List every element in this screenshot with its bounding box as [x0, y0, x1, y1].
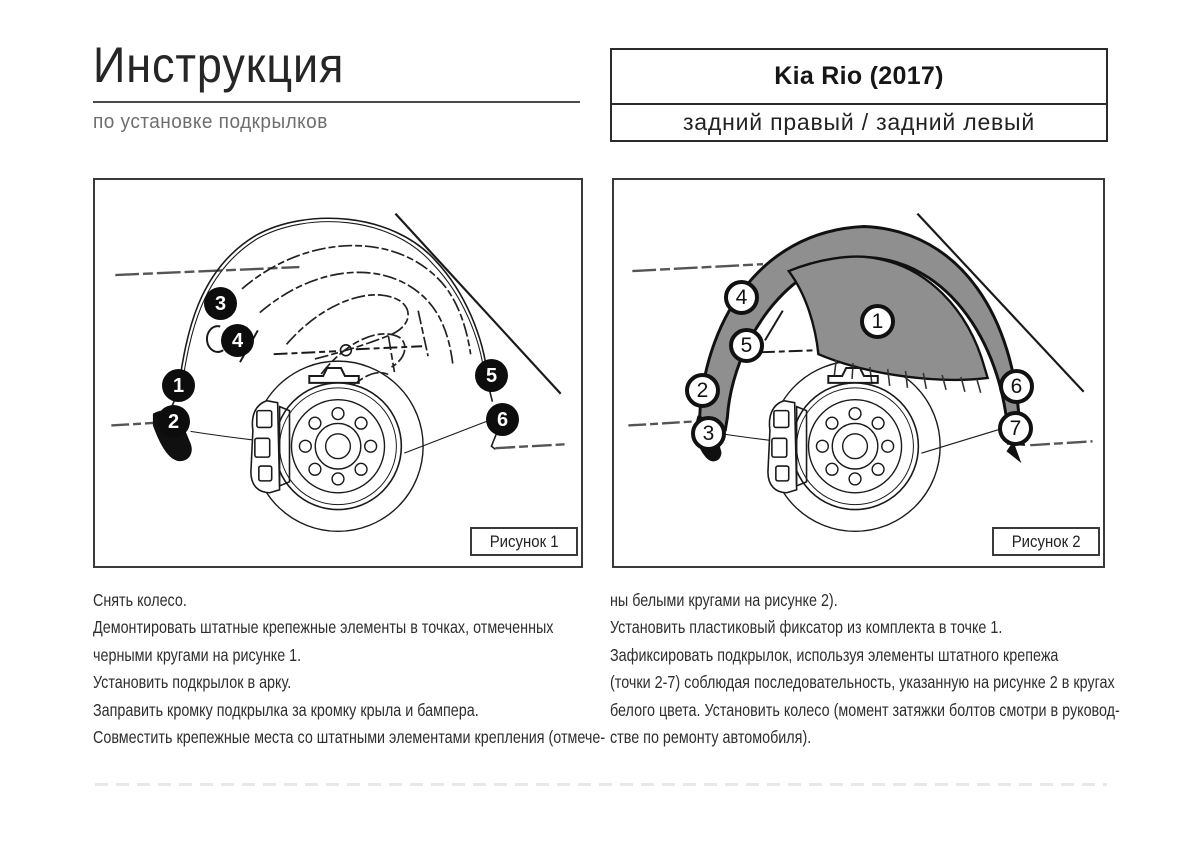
marker-label: 2	[167, 410, 180, 433]
fig2-marker-6	[999, 369, 1034, 404]
fig1-marker-4	[221, 324, 254, 357]
fig1-marker-3	[204, 287, 237, 320]
marker-label: 4	[735, 286, 748, 309]
figure-caption-label: Рисунок 2	[1011, 531, 1081, 551]
fig2-marker-4	[724, 280, 759, 315]
figure-caption-label: Рисунок 1	[489, 531, 559, 551]
fig1-marker-2	[157, 405, 190, 438]
instruction-line: (точки 2-7) соблюдая последовательность, указанную на рисунке 2 в кругах	[610, 672, 1115, 693]
instruction-line: белого цвета. Установить колесо (момент затяжки болтов смотри в руковод-	[610, 699, 1120, 720]
title-underline	[93, 101, 580, 103]
instructions-right-column	[610, 587, 1120, 751]
marker-label: 5	[485, 364, 498, 387]
fig2-marker-5	[729, 328, 764, 363]
model-box	[610, 48, 1108, 142]
figure-2	[612, 178, 1105, 568]
fig1-marker-6	[486, 403, 519, 436]
footer-faint-marks	[95, 783, 1107, 786]
figure-1-caption	[470, 527, 578, 556]
figure-1	[93, 178, 583, 568]
instruction-line: Демонтировать штатные крепежные элементы в точках, отмеченных	[93, 617, 554, 638]
instructions-left-column	[93, 587, 606, 751]
figure-2-caption	[992, 527, 1100, 556]
fig2-marker-3	[691, 416, 726, 451]
instruction-line: Совместить крепежные места со штатными элементами крепления (отмече-	[93, 727, 606, 748]
marker-label: 7	[1009, 417, 1022, 440]
page-title: Инструкция	[93, 37, 345, 93]
fig2-marker-2	[685, 373, 720, 408]
marker-label: 4	[231, 329, 244, 352]
variant-name: задний правый / задний левый	[682, 109, 1036, 135]
marker-label: 1	[172, 374, 185, 397]
instruction-line: ны белыми кругами на рисунке 2).	[610, 590, 838, 610]
marker-label: 3	[702, 422, 715, 445]
marker-label: 6	[496, 408, 509, 431]
instruction-line: Установить подкрылок в арку.	[93, 672, 292, 693]
marker-label: 6	[1010, 375, 1023, 398]
instruction-line: Заправить кромку подкрылка за кромку крыла и бампера.	[93, 699, 479, 720]
marker-label: 1	[871, 310, 884, 333]
instruction-line: черными кругами на рисунке 1.	[93, 644, 302, 665]
instruction-line: стве по ремонту автомобиля).	[610, 727, 812, 748]
marker-label: 3	[214, 292, 227, 315]
fender-liner-drawing	[614, 180, 1103, 566]
instruction-line: Зафиксировать подкрылок, используя элементы штатного крепежа	[610, 644, 1059, 665]
marker-label: 5	[740, 334, 753, 357]
model-name: Kia Rio (2017)	[612, 50, 1106, 105]
fig2-marker-1	[860, 304, 895, 339]
page-subtitle: по установке подкрылков	[93, 111, 328, 133]
fig2-marker-7	[998, 411, 1033, 446]
fig1-marker-1	[162, 369, 195, 402]
fig1-marker-5	[475, 359, 508, 392]
instruction-line: Снять колесо.	[93, 590, 187, 610]
marker-label: 2	[696, 379, 709, 402]
instruction-line: Установить пластиковый фиксатор из комплекта в точке 1.	[610, 617, 1003, 638]
